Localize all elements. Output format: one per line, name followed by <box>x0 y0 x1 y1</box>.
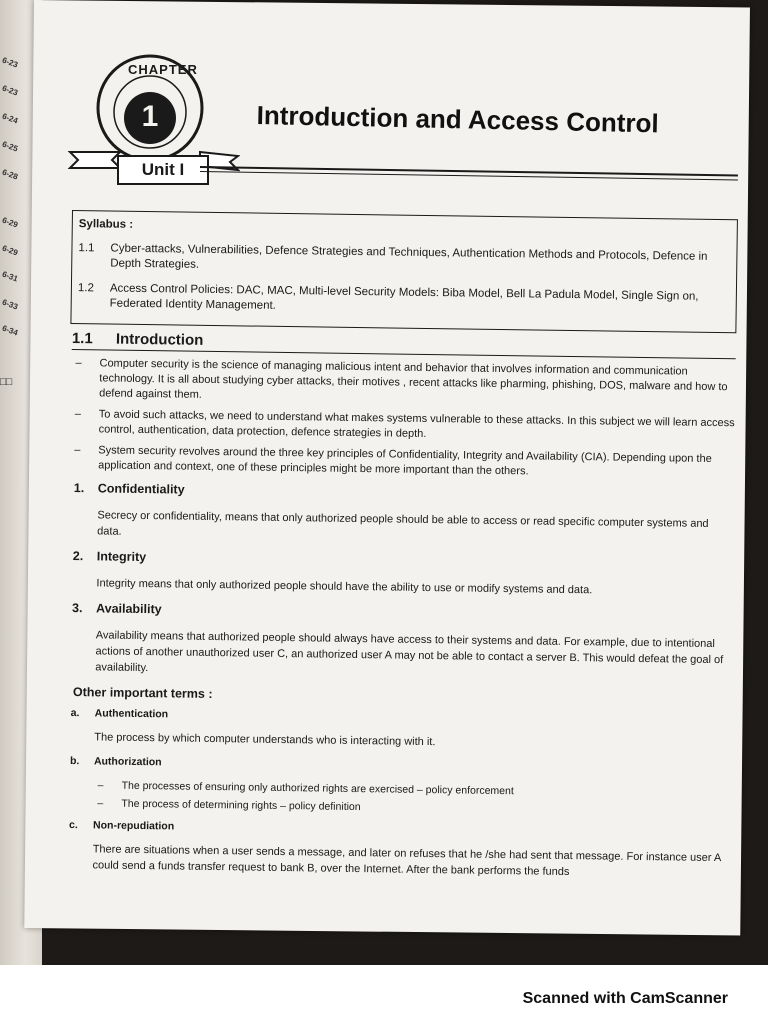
syllabus-box <box>70 210 738 333</box>
term-list-item: – The processes of ensuring only authorized rights are exercised – policy enforcement <box>66 777 730 802</box>
term-heading <box>66 755 730 776</box>
intro-bullet: – System security revolves around the three key principles of Confidentiality, Integrity and Availability (CIA). Depending upon the application and context, one of these principles might be more important than the others. <box>70 443 734 482</box>
principle-number: 1. <box>73 481 85 496</box>
section-title: Introduction <box>115 330 204 349</box>
principle-heading <box>70 481 734 504</box>
term-title: Authentication <box>94 707 169 721</box>
principle-text: Integrity means that only authorized people should have the ability to use or modify systems and data. <box>96 577 593 597</box>
intro-bullet: – To avoid such attacks, we need to understand what makes systems vulnerable to these attacks. In this subject we will learn access control, authentication, data protection, defence strategies in depth. <box>71 407 735 446</box>
term-text: There are situations when a user sends a message, and later on refuses that he /she had sent that message. For instance user A could send a funds transfer request to bank B, over the Internet. After the bank performs the funds <box>92 843 721 878</box>
term-letter: c. <box>69 819 78 832</box>
principle-heading <box>69 549 733 572</box>
side-box-marks: □□ <box>0 376 12 388</box>
unit-label: Unit I <box>117 155 209 185</box>
syllabus-title: Syllabus : <box>78 218 134 231</box>
side-tab: 6-25 <box>0 139 20 154</box>
side-tab: 6-23 <box>0 83 20 98</box>
principle-heading <box>68 601 732 624</box>
syllabus-item-text: Access Control Policies: DAC, MAC, Multi-level Security Models: Biba Model, Bell La Padula Model, Single Sign on, Federated Identity Management. <box>109 282 699 312</box>
principle-title: Availability <box>96 601 162 617</box>
term-title: Authorization <box>93 755 162 769</box>
term-heading <box>65 819 729 840</box>
principle-text: Availability means that authorized people should always have access to their systems and data. For example, due to intentional actions of another unauthorized user C, an authorized user A may not be able to contact a server B. This would defeat the goal of availability. <box>95 629 724 675</box>
term-heading <box>67 707 731 728</box>
syllabus-item-text: Cyber-attacks, Vulnerabilities, Defence Strategies and Techniques, Authentication Methods and Protocols, Defence in Depth Strategies. <box>110 242 708 271</box>
chapter-number: 1 <box>141 100 159 133</box>
principle-title: Integrity <box>96 549 147 565</box>
syllabus-item-number: 1.1 <box>78 242 95 255</box>
principle-number: 2. <box>72 549 84 564</box>
term-letter: b. <box>69 755 80 768</box>
page-content <box>64 330 736 892</box>
other-terms-heading: Other important terms : <box>72 685 213 701</box>
side-tab: 6-31 <box>0 269 20 284</box>
camscanner-watermark: Scanned with CamScanner <box>522 990 728 1007</box>
side-tab: 6-24 <box>0 111 20 126</box>
term-text: The process by which computer understands who is interacting with it. <box>94 731 436 749</box>
term-letter: a. <box>70 707 80 720</box>
principle-title: Confidentiality <box>97 481 185 497</box>
principle-text: Secrecy or confidentiality, means that only authorized people should be able to access or read specific computer systems and data. <box>97 509 709 538</box>
principle-number: 3. <box>72 601 83 616</box>
side-tab: 6-23 <box>0 55 20 70</box>
chapter-title: Introduction and Access Control <box>256 100 659 139</box>
syllabus-item <box>78 241 728 280</box>
chapter-label: CHAPTER <box>128 62 198 77</box>
intro-bullet: – Computer security is the science of managing malicious intent and behavior that involves information and communication technology. It is all about studying cyber attacks, their motives , recent attacks like pharming, phishing, DOS, malware and how to defend against them. <box>71 356 736 410</box>
side-tab: 6-29 <box>0 243 20 258</box>
side-tab: 6-34 <box>0 323 20 338</box>
term-list-item: – The process of determining rights – policy definition <box>65 795 729 820</box>
term-title: Non-repudiation <box>93 819 175 833</box>
side-tab: 6-28 <box>0 167 20 182</box>
side-tab: 6-33 <box>0 297 20 312</box>
section-number: 1.1 <box>71 330 93 348</box>
side-tab: 6-29 <box>0 215 20 230</box>
syllabus-item <box>78 281 728 320</box>
syllabus-item-number: 1.2 <box>77 282 94 295</box>
